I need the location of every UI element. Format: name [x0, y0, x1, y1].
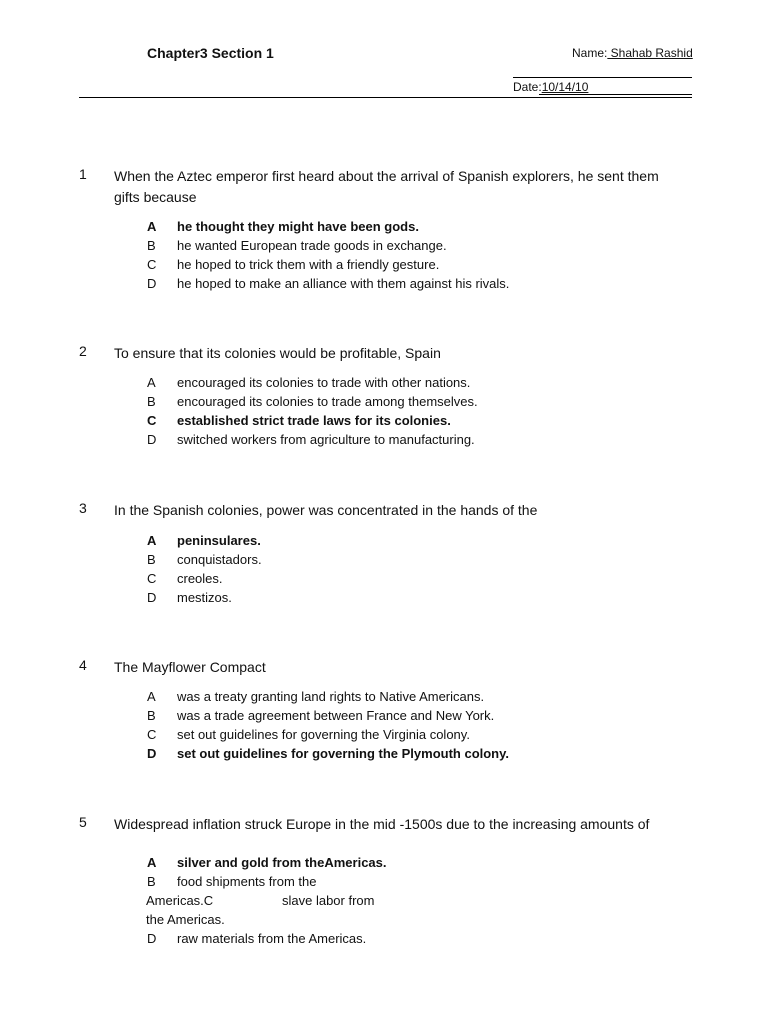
- date-field: [513, 80, 588, 94]
- option-text: the Americas.: [146, 912, 225, 927]
- option-text: he thought they might have been gods.: [177, 219, 419, 234]
- option-text: was a treaty granting land rights to Native Americans.: [177, 689, 485, 704]
- option-text: encouraged its colonies to trade with other nations.: [177, 375, 471, 390]
- option-text: he hoped to trick them with a friendly gesture.: [177, 257, 440, 272]
- option-text: encouraged its colonies to trade among themselves.: [177, 394, 478, 409]
- question-text: Widespread inflation struck Europe in the mid -1500s due to the increasing amounts of: [114, 816, 650, 832]
- option-text: was a trade agreement between France and New York.: [177, 708, 495, 723]
- option-text: conquistadors.: [177, 552, 262, 567]
- question-number: 5: [79, 814, 87, 830]
- option-text: he hoped to make an alliance with them against his rivals.: [177, 276, 510, 291]
- header-divider: [79, 97, 692, 98]
- name-field: [572, 46, 693, 60]
- question-number: 3: [79, 500, 87, 516]
- name-value: Shahab Rashid: [607, 46, 693, 60]
- answer-option: [147, 725, 707, 744]
- question-text: The Mayflower Compact: [114, 659, 266, 675]
- question-number: 2: [79, 343, 87, 359]
- option-letter: D: [147, 432, 157, 447]
- date-value: 10/14/10: [541, 80, 589, 94]
- option-text: creoles.: [177, 571, 223, 586]
- option-letter: B: [147, 708, 156, 723]
- option-letter: A: [147, 855, 157, 870]
- option-letter: B: [147, 552, 156, 567]
- answer-option: [147, 706, 707, 725]
- question-text: In the Spanish colonies, power was concentrated in the hands of the: [114, 502, 538, 518]
- answer-option: [147, 236, 707, 255]
- answer-option: [147, 373, 707, 392]
- question-text: When the Aztec emperor first heard about the arrival of Spanish explorers, he sent them gifts because: [114, 168, 659, 205]
- option-letter: C: [147, 727, 157, 742]
- option-letter: A: [147, 375, 156, 390]
- option-letter: C: [147, 571, 157, 586]
- answer-option: [147, 392, 707, 411]
- option-letter: D: [147, 746, 157, 761]
- option-text: slave labor from: [282, 893, 375, 908]
- answer-options: [147, 687, 707, 763]
- question-number: 4: [79, 657, 87, 673]
- answer-option-selected: [147, 411, 707, 430]
- answer-option: [147, 550, 707, 569]
- option-text: set out guidelines for governing the Virginia colony.: [177, 727, 470, 742]
- option-letter: C: [147, 257, 157, 272]
- option-letter: A: [147, 219, 157, 234]
- option-letter: D: [147, 931, 157, 946]
- option-text: peninsulares.: [177, 533, 261, 548]
- option-text: he wanted European trade goods in exchange.: [177, 238, 447, 253]
- answer-option: [147, 430, 707, 449]
- name-label: Name:: [572, 46, 608, 60]
- option-text: raw materials from the Americas.: [177, 931, 367, 946]
- option-text: mestizos.: [177, 590, 232, 605]
- date-label: Date:: [513, 80, 542, 94]
- name-underline: [513, 77, 692, 78]
- option-text: silver and gold from theAmericas.: [177, 855, 387, 870]
- option-letter: D: [147, 276, 157, 291]
- option-letter: A: [147, 533, 157, 548]
- answer-options: [147, 373, 707, 449]
- answer-option: [147, 569, 707, 588]
- answer-option-selected: [147, 744, 707, 763]
- question-number: 1: [79, 166, 87, 182]
- answer-option: [147, 687, 707, 706]
- answer-options: [147, 531, 707, 607]
- answer-option-selected: [147, 217, 707, 236]
- option-text: established strict trade laws for its colonies.: [177, 413, 451, 428]
- option-letter: B: [147, 238, 156, 253]
- option-text: set out guidelines for governing the Plymouth colony.: [177, 746, 510, 761]
- option-text: Americas.C: [146, 893, 214, 908]
- date-underline: [539, 94, 692, 95]
- option-letter: B: [147, 874, 156, 889]
- option-letter: C: [147, 413, 157, 428]
- option-letter: A: [147, 689, 156, 704]
- answer-option: [147, 274, 707, 293]
- answer-option: [147, 588, 707, 607]
- answer-option-selected: [147, 531, 707, 550]
- worksheet-title: Chapter3 Section 1: [147, 45, 274, 61]
- option-text: switched workers from agriculture to manufacturing.: [177, 432, 475, 447]
- question-text: To ensure that its colonies would be profitable, Spain: [114, 345, 441, 361]
- option-letter: B: [147, 394, 156, 409]
- option-text: food shipments from the: [177, 874, 317, 889]
- answer-options: [147, 217, 707, 293]
- answer-option: [147, 255, 707, 274]
- option-letter: D: [147, 590, 157, 605]
